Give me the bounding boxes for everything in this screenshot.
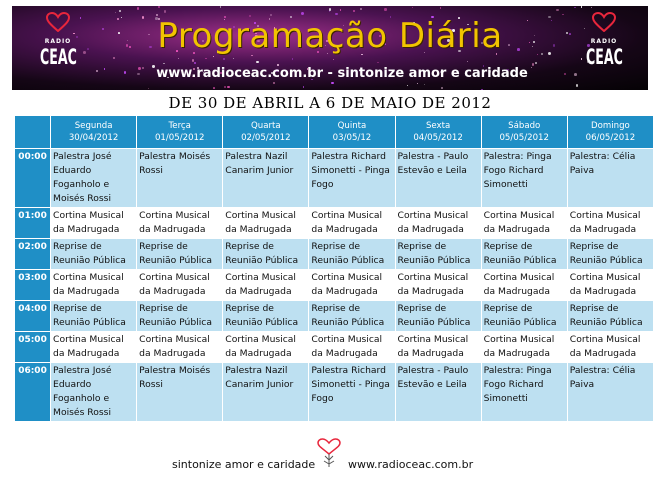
table-header-row: [15, 116, 654, 149]
firework-spark: [124, 71, 127, 74]
time-cell: 03:00: [15, 270, 51, 301]
firework-spark: [224, 86, 227, 89]
program-cell: Cortina Musical da Madrugada: [567, 208, 653, 239]
program-cell: Palestra Moisés Rossi: [137, 363, 223, 422]
day-column-header: [481, 116, 567, 149]
firework-spark: [301, 12, 304, 15]
day-name: Quinta: [337, 121, 367, 131]
program-cell: Palestra Nazil Canarim Junior: [223, 149, 309, 208]
program-cell: Palestra José Eduardo Foganholo e Moisés Rossi: [51, 363, 137, 422]
firework-spark: [407, 85, 408, 86]
program-cell: Palestra Moisés Rossi: [137, 149, 223, 208]
firework-spark: [205, 58, 206, 59]
firework-spark: [256, 61, 258, 63]
schedule-table: [14, 115, 654, 422]
program-cell: Reprise de Reunião Pública: [51, 301, 137, 332]
time-cell: 06:00: [15, 363, 51, 422]
program-cell: Cortina Musical da Madrugada: [137, 332, 223, 363]
table-row: [15, 363, 654, 422]
time-cell: 05:00: [15, 332, 51, 363]
program-cell: Cortina Musical da Madrugada: [223, 208, 309, 239]
program-cell: Reprise de Reunião Pública: [309, 239, 395, 270]
firework-spark: [360, 8, 362, 10]
firework-spark: [535, 62, 537, 64]
program-cell: Palestra: Célia Paiva: [567, 363, 653, 422]
firework-spark: [384, 8, 386, 10]
program-cell: Palestra - Paulo Estevão e Leila: [395, 149, 481, 208]
firework-spark: [574, 73, 577, 76]
firework-spark: [178, 58, 179, 59]
day-name: Quarta: [251, 121, 281, 131]
day-column-header: [223, 116, 309, 149]
program-cell: Cortina Musical da Madrugada: [395, 270, 481, 301]
program-cell: Reprise de Reunião Pública: [395, 301, 481, 332]
logo-radio-text: RADIO: [590, 38, 618, 45]
program-cell: Palestra Nazil Canarim Junior: [223, 363, 309, 422]
day-date: 01/05/2012: [154, 133, 205, 143]
program-cell: Palestra: Pinga Fogo Richard Simonetti: [481, 149, 567, 208]
firework-spark: [223, 58, 225, 60]
table-row: [15, 208, 654, 239]
firework-spark: [331, 82, 333, 84]
firework-spark: [335, 13, 338, 16]
firework-spark: [194, 62, 195, 63]
program-cell: Cortina Musical da Madrugada: [51, 332, 137, 363]
firework-spark: [562, 14, 564, 16]
firework-spark: [581, 58, 582, 59]
firework-spark: [158, 6, 160, 8]
firework-spark: [441, 87, 443, 89]
firework-spark: [333, 59, 334, 60]
program-cell: Cortina Musical da Madrugada: [395, 332, 481, 363]
program-cell: Cortina Musical da Madrugada: [309, 208, 395, 239]
day-column-header: [567, 116, 653, 149]
date-range-heading: DE 30 DE ABRIL A 6 DE MAIO DE 2012: [168, 94, 492, 112]
program-cell: Cortina Musical da Madrugada: [309, 332, 395, 363]
footer-url[interactable]: www.radioceac.com.br: [348, 458, 474, 471]
program-cell: Cortina Musical da Madrugada: [395, 208, 481, 239]
firework-spark: [377, 62, 379, 64]
program-cell: Reprise de Reunião Pública: [481, 301, 567, 332]
program-cell: Cortina Musical da Madrugada: [223, 270, 309, 301]
firework-spark: [273, 82, 275, 84]
day-date: 02/05/2012: [241, 133, 291, 143]
program-cell: Reprise de Reunião Pública: [567, 301, 653, 332]
table-row: [15, 301, 654, 332]
firework-spark: [576, 84, 579, 87]
program-cell: Cortina Musical da Madrugada: [137, 208, 223, 239]
time-cell: 01:00: [15, 208, 51, 239]
firework-spark: [213, 87, 215, 89]
day-column-header: [51, 116, 137, 149]
program-cell: Reprise de Reunião Pública: [137, 239, 223, 270]
time-cell: 02:00: [15, 239, 51, 270]
firework-spark: [163, 63, 165, 65]
heart-footer-icon: [316, 438, 342, 468]
firework-spark: [417, 83, 418, 84]
program-cell: Palestra Richard Simonetti - Pinga Fogo: [309, 149, 395, 208]
program-cell: Cortina Musical da Madrugada: [309, 270, 395, 301]
program-cell: Reprise de Reunião Pública: [137, 301, 223, 332]
firework-spark: [564, 73, 566, 75]
program-cell: Reprise de Reunião Pública: [567, 239, 653, 270]
firework-spark: [591, 7, 592, 8]
time-cell: 04:00: [15, 301, 51, 332]
day-column-header: [395, 116, 481, 149]
program-cell: Cortina Musical da Madrugada: [137, 270, 223, 301]
banner-subtitle: www.radioceac.com.br - sintonize amor e caridade: [156, 66, 528, 81]
program-cell: Reprise de Reunião Pública: [481, 239, 567, 270]
program-cell: Cortina Musical da Madrugada: [223, 332, 309, 363]
program-cell: Reprise de Reunião Pública: [309, 301, 395, 332]
program-cell: Reprise de Reunião Pública: [223, 301, 309, 332]
firework-spark: [581, 6, 582, 7]
header-banner: [12, 6, 648, 90]
firework-spark: [227, 86, 229, 88]
program-cell: Palestra - Paulo Estevão e Leila: [395, 363, 481, 422]
table-row: [15, 332, 654, 363]
program-cell: Cortina Musical da Madrugada: [481, 270, 567, 301]
time-cell: 00:00: [15, 149, 51, 208]
table-row: [15, 149, 654, 208]
day-column-header: [137, 116, 223, 149]
firework-spark: [115, 12, 116, 13]
day-date: 05/05/2012: [499, 133, 549, 143]
firework-spark: [233, 58, 234, 59]
day-name: Segunda: [74, 121, 113, 131]
day-name: Domingo: [591, 121, 630, 131]
firework-spark: [440, 7, 441, 8]
firework-spark: [574, 7, 576, 9]
firework-spark: [119, 10, 121, 12]
firework-spark: [556, 9, 559, 12]
firework-spark: [220, 6, 222, 8]
table-row: [15, 239, 654, 270]
table-row: [15, 270, 654, 301]
day-name: Terça: [168, 121, 191, 131]
firework-spark: [303, 86, 304, 87]
day-name: Sábado: [508, 121, 541, 131]
firework-spark: [353, 10, 355, 12]
program-cell: Cortina Musical da Madrugada: [567, 332, 653, 363]
firework-spark: [467, 61, 468, 62]
firework-spark: [137, 7, 140, 10]
program-cell: Reprise de Reunião Pública: [51, 239, 137, 270]
program-cell: Palestra: Célia Paiva: [567, 149, 653, 208]
firework-spark: [340, 9, 342, 11]
program-cell: Reprise de Reunião Pública: [395, 239, 481, 270]
firework-spark: [192, 59, 195, 62]
firework-spark: [292, 58, 294, 60]
page-title: Programação Diária: [157, 16, 503, 56]
firework-spark: [138, 67, 141, 70]
program-cell: Palestra: Pinga Fogo Richard Simonetti: [481, 363, 567, 422]
day-date: 04/05/2012: [413, 133, 463, 143]
firework-spark: [481, 89, 482, 90]
day-date: 30/04/2012: [68, 133, 119, 143]
program-cell: Cortina Musical da Madrugada: [481, 332, 567, 363]
logo-ceac-text: CEAC: [40, 46, 77, 70]
program-cell: Palestra Richard Simonetti - Pinga Fogo: [309, 363, 395, 422]
program-cell: Cortina Musical da Madrugada: [567, 270, 653, 301]
firework-spark: [329, 8, 331, 10]
firework-spark: [113, 57, 116, 60]
firework-spark: [329, 10, 331, 12]
firework-spark: [96, 70, 98, 72]
firework-spark: [424, 84, 425, 85]
logo-ceac-text: CEAC: [586, 46, 623, 70]
day-date: 06/05/2012: [585, 133, 636, 143]
firework-spark: [104, 68, 106, 70]
logo-radio-text: RADIO: [44, 38, 72, 45]
program-cell: Cortina Musical da Madrugada: [51, 270, 137, 301]
time-column-header: [15, 116, 51, 149]
footer-slogan: sintonize amor e caridade: [172, 458, 316, 471]
program-cell: Palestra José Eduardo Foganholo e Moisés Rossi: [51, 149, 137, 208]
program-cell: Reprise de Reunião Pública: [223, 239, 309, 270]
day-column-header: [309, 116, 395, 149]
firework-spark: [412, 7, 413, 8]
day-date: 03/05/12: [332, 133, 372, 143]
day-name: Sexta: [425, 121, 451, 131]
program-cell: Cortina Musical da Madrugada: [51, 208, 137, 239]
firework-spark: [164, 10, 167, 13]
firework-spark: [137, 73, 140, 76]
program-cell: Cortina Musical da Madrugada: [481, 208, 567, 239]
firework-spark: [148, 88, 149, 89]
